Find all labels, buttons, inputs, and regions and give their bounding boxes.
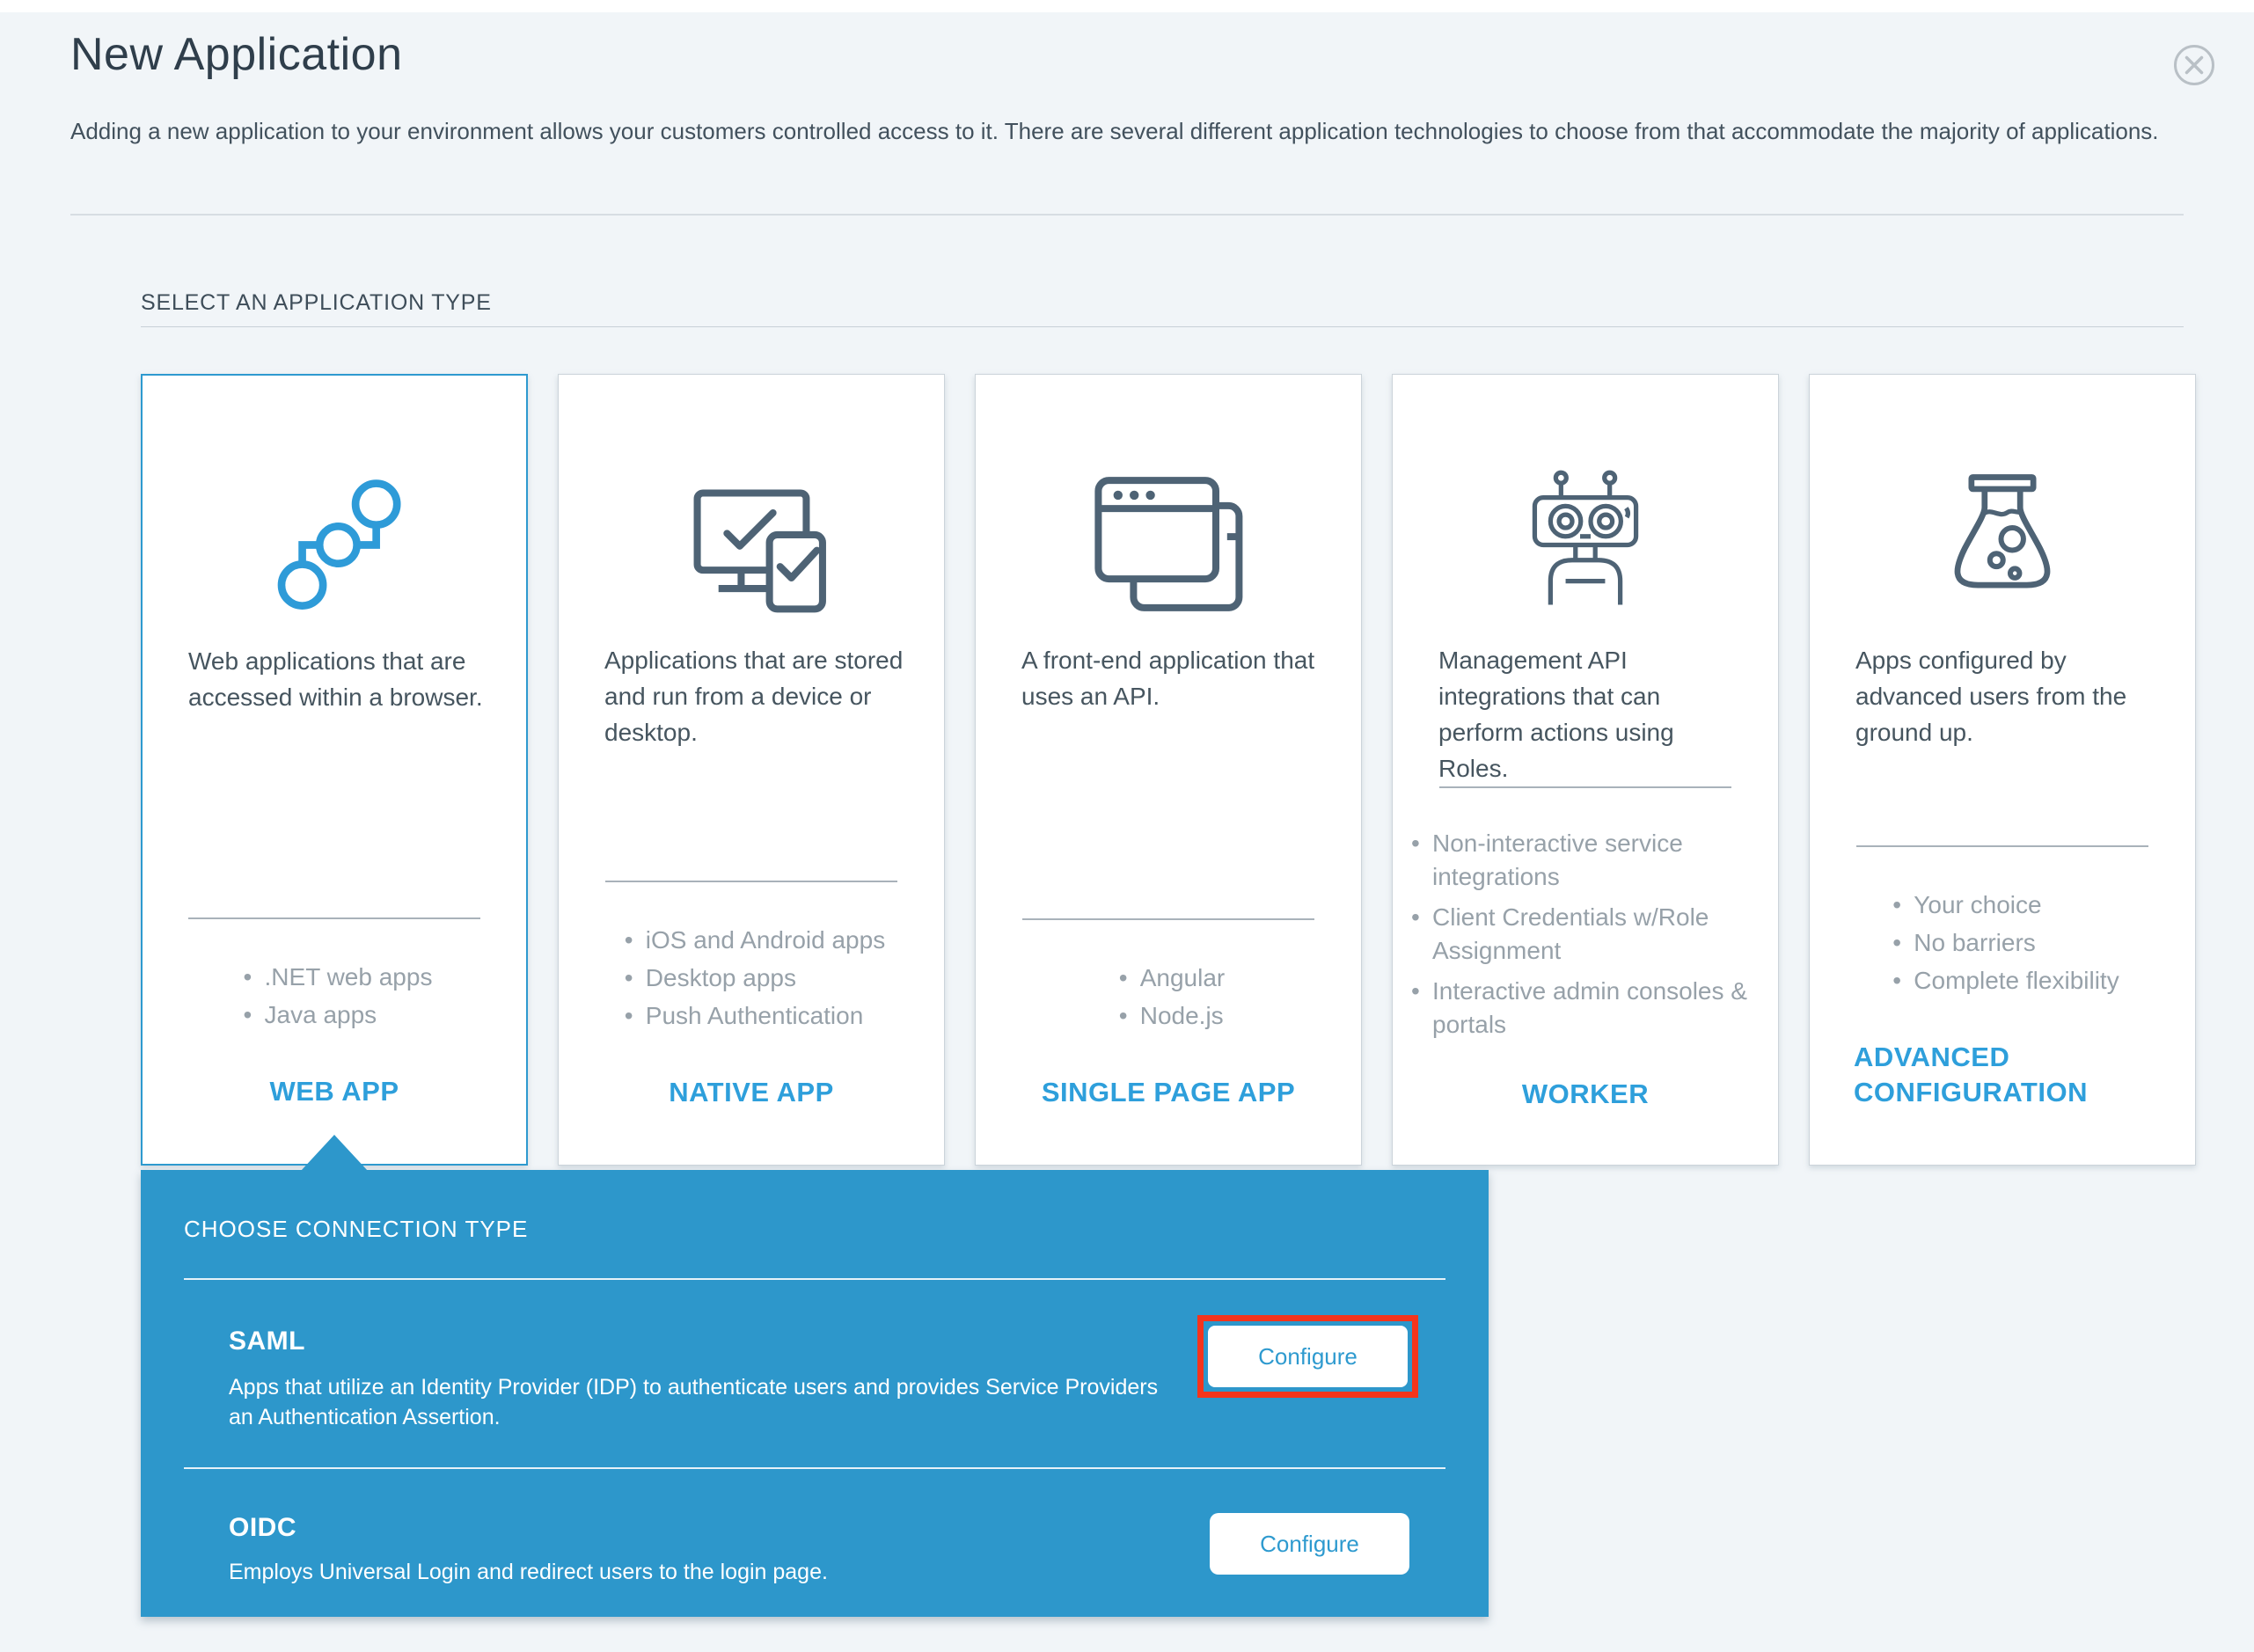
card-worker[interactable] — [1392, 374, 1779, 1166]
card-bullets — [1112, 959, 1226, 1034]
card-single-page-app[interactable] — [975, 374, 1362, 1166]
section-label: SELECT AN APPLICATION TYPE — [141, 290, 492, 315]
panel-divider — [184, 1278, 1445, 1280]
bullet-item: • Your choice — [1885, 886, 2119, 924]
browser-windows-icon — [976, 468, 1361, 619]
application-type-cards — [141, 374, 2196, 1166]
panel-heading: CHOOSE CONNECTION TYPE — [184, 1216, 529, 1242]
card-label-native-app: NATIVE APP — [669, 1077, 834, 1107]
circle-x-icon — [2173, 44, 2215, 86]
close-button[interactable] — [2173, 44, 2215, 86]
card-label-single-page-app: SINGLE PAGE APP — [1041, 1077, 1296, 1107]
bullet-item: • Complete flexibility — [1885, 961, 2119, 999]
card-description: Management API integrations that can perform actions using Roles. — [1438, 647, 1674, 782]
card-description: Web applications that are accessed within a browser. — [188, 647, 483, 711]
oidc-description: Employs Universal Login and redirect users to the login page. — [229, 1560, 828, 1584]
connected-nodes-icon — [143, 469, 526, 620]
flask-icon — [1810, 468, 2195, 619]
bullet-item: • .NET web apps — [237, 958, 433, 996]
bullet-item: • Node.js — [1112, 997, 1226, 1034]
card-divider — [1856, 845, 2148, 847]
bullet-item: • No barriers — [1885, 924, 2119, 961]
bullet-item: • Interactive admin consoles & portals — [1404, 975, 1767, 1042]
bullet-item: • Desktop apps — [618, 959, 885, 997]
card-description: A front-end application that uses an API. — [1021, 647, 1315, 710]
card-label-web-app: WEB APP — [269, 1076, 399, 1107]
bullet-item: • Client Credentials w/Role Assignment — [1404, 901, 1767, 968]
saml-configure-button[interactable]: Configure — [1208, 1326, 1408, 1387]
dialog-top-edge — [0, 0, 2254, 12]
robot-icon — [1393, 468, 1778, 619]
devices-check-icon — [559, 468, 944, 619]
dialog-description: Adding a new application to your environment allows your customers controlled access to it. There are several different application technologies to choose from that accommodate the majority of applications. — [70, 118, 2159, 144]
card-divider — [188, 917, 480, 919]
connection-option-saml — [229, 1315, 1445, 1432]
saml-description: Apps that utilize an Identity Provider (IDP) to authenticate users and provides Service Providers an Authentication Assertion. — [229, 1375, 1159, 1429]
panel-divider — [184, 1467, 1445, 1469]
saml-title: SAML — [229, 1327, 305, 1356]
card-divider — [605, 881, 897, 882]
card-bullets — [1404, 827, 1767, 1042]
card-label-worker: WORKER — [1521, 1078, 1650, 1109]
bullet-item: • Non-interactive service integrations — [1404, 827, 1767, 894]
bullet-item: • iOS and Android apps — [618, 921, 885, 959]
card-description: Applications that are stored and run from a device or desktop. — [604, 647, 904, 746]
bullet-item: • Angular — [1112, 959, 1226, 997]
bullet-item: • Java apps — [237, 996, 433, 1034]
connection-option-oidc — [229, 1513, 1445, 1587]
card-advanced-configuration[interactable] — [1809, 374, 2196, 1166]
card-description: Apps configured by advanced users from the ground up. — [1855, 647, 2127, 746]
card-bullets — [1885, 886, 2119, 999]
connection-type-panel — [141, 1170, 1489, 1617]
oidc-configure-button[interactable]: Configure — [1210, 1513, 1409, 1575]
panel-pointer-arrow — [301, 1135, 368, 1171]
page-title: New Application — [70, 29, 403, 80]
header-divider — [70, 214, 2184, 216]
card-divider — [1439, 786, 1731, 788]
bullet-item: • Push Authentication — [618, 997, 885, 1034]
card-bullets — [237, 958, 433, 1034]
section-divider — [141, 326, 2184, 327]
card-label-advanced-configuration: ADVANCED CONFIGURATION — [1854, 1042, 2088, 1107]
card-native-app[interactable] — [558, 374, 945, 1166]
oidc-title: OIDC — [229, 1513, 296, 1542]
card-web-app[interactable] — [141, 374, 528, 1166]
card-bullets — [618, 921, 885, 1034]
card-divider — [1022, 918, 1314, 920]
highlight-annotation-box — [1197, 1315, 1418, 1398]
